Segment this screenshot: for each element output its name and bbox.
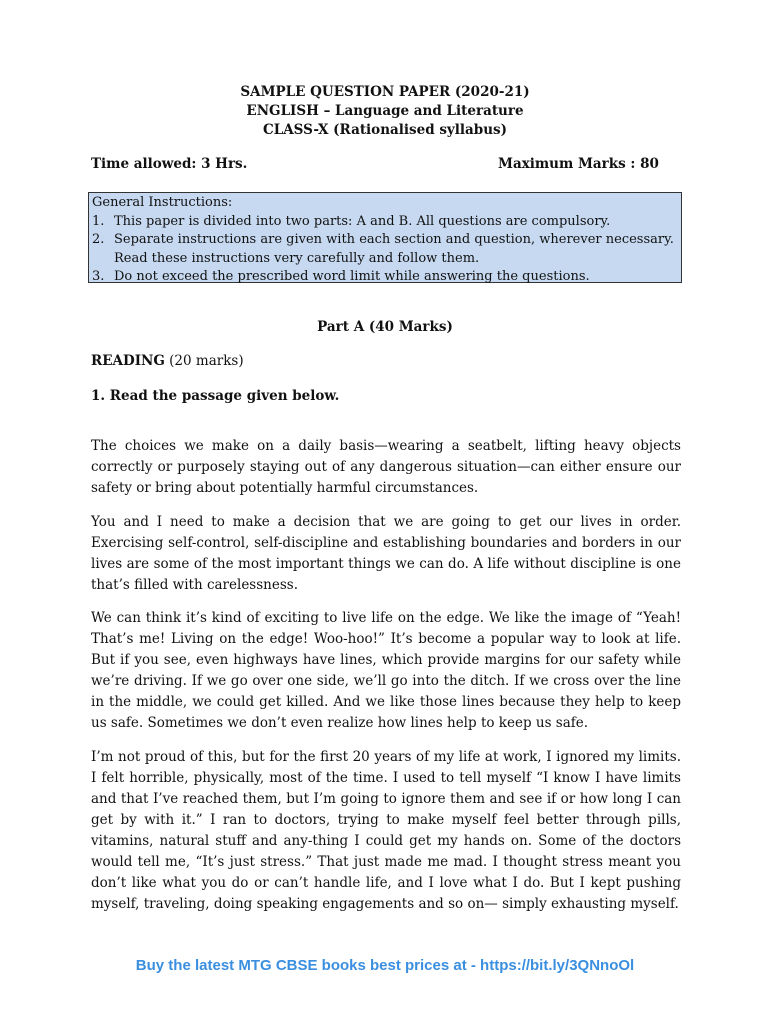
section-name: READING: [91, 353, 165, 369]
section-heading: [91, 353, 244, 369]
promo-banner[interactable]: Buy the latest MTG CBSE books best prices at - https://bit.ly/3QNnoOl: [135, 957, 635, 974]
instruction-item: [92, 213, 681, 232]
general-instructions-box: [88, 192, 682, 283]
passage-paragraph: You and I need to make a decision that we are going to get our lives in order. Exercising self-control, self-discipline and establishing boundaries and borders in our lives are some of the most important things we can do. A life without discipline is one that’s filled with carelessness.: [91, 514, 681, 593]
maximum-marks: Maximum Marks : 80: [498, 156, 659, 172]
passage-paragraph: I’m not proud of this, but for the first 20 years of my life at work, I ignored my limits. I felt horrible, physically, most of the time. I used to tell myself “I know I have limits and that I’ve reached them, but I’m going to ignore them and see if or how long I can get by with it.” I ran to doctors, trying to make myself feel better through pills, vitamins, natural stuff and any-thing I could get my hands on. Some of the doctors would tell me, “It’s just stress.” That just made me mad. I thought stress meant you don’t like what you do or can’t handle life, and I love what I do. But I kept pushing myself, traveling, doing speaking engagements and so on— simply exhausting myself.: [91, 749, 681, 912]
passage-paragraph: We can think it’s kind of exciting to live life on the edge. We like the image of “Yeah! That’s me! Living on the edge! Woo-hoo!” It’s become a popular way to look at life. But if you see, even highways have lines, which provide margins for our safety while we’re driving. If we go over one side, we’ll go into the ditch. If we cross over the line in the middle, we could get killed. And we like those lines because they help to keep us safe. Sometimes we don’t even realize how lines help to keep us safe.: [91, 610, 681, 731]
instruction-text: Separate instructions are given with each section and question, wherever necessary. Read these instructions very carefully and follow them.: [114, 232, 674, 266]
part-title: Part A (40 Marks): [317, 319, 453, 335]
paper-title: SAMPLE QUESTION PAPER (2020-21): [240, 84, 530, 100]
time-allowed: Time allowed: 3 Hrs.: [91, 156, 248, 172]
section-marks: (20 marks): [164, 353, 244, 369]
instruction-text: Do not exceed the prescribed word limit while answering the questions.: [114, 269, 590, 284]
subject-title: ENGLISH – Language and Literature: [246, 103, 524, 119]
passage-paragraph: The choices we make on a daily basis—wearing a seatbelt, lifting heavy objects correctly or purposely staying out of any dangerous situation—can either ensure our safety or bring about potentially harmful circumstances.: [91, 438, 681, 496]
instruction-number: 1.: [92, 213, 105, 229]
instruction-number: 3.: [92, 269, 105, 284]
class-title: CLASS-X (Rationalised syllabus): [262, 122, 508, 138]
instructions-title: General Instructions:: [92, 195, 233, 210]
instruction-number: 2.: [92, 232, 105, 247]
instruction-item: [92, 231, 681, 268]
question-heading: 1. Read the passage given below.: [91, 388, 340, 404]
instruction-item: [92, 268, 681, 287]
instruction-text: This paper is divided into two parts: A and B. All questions are compulsory.: [114, 213, 611, 229]
